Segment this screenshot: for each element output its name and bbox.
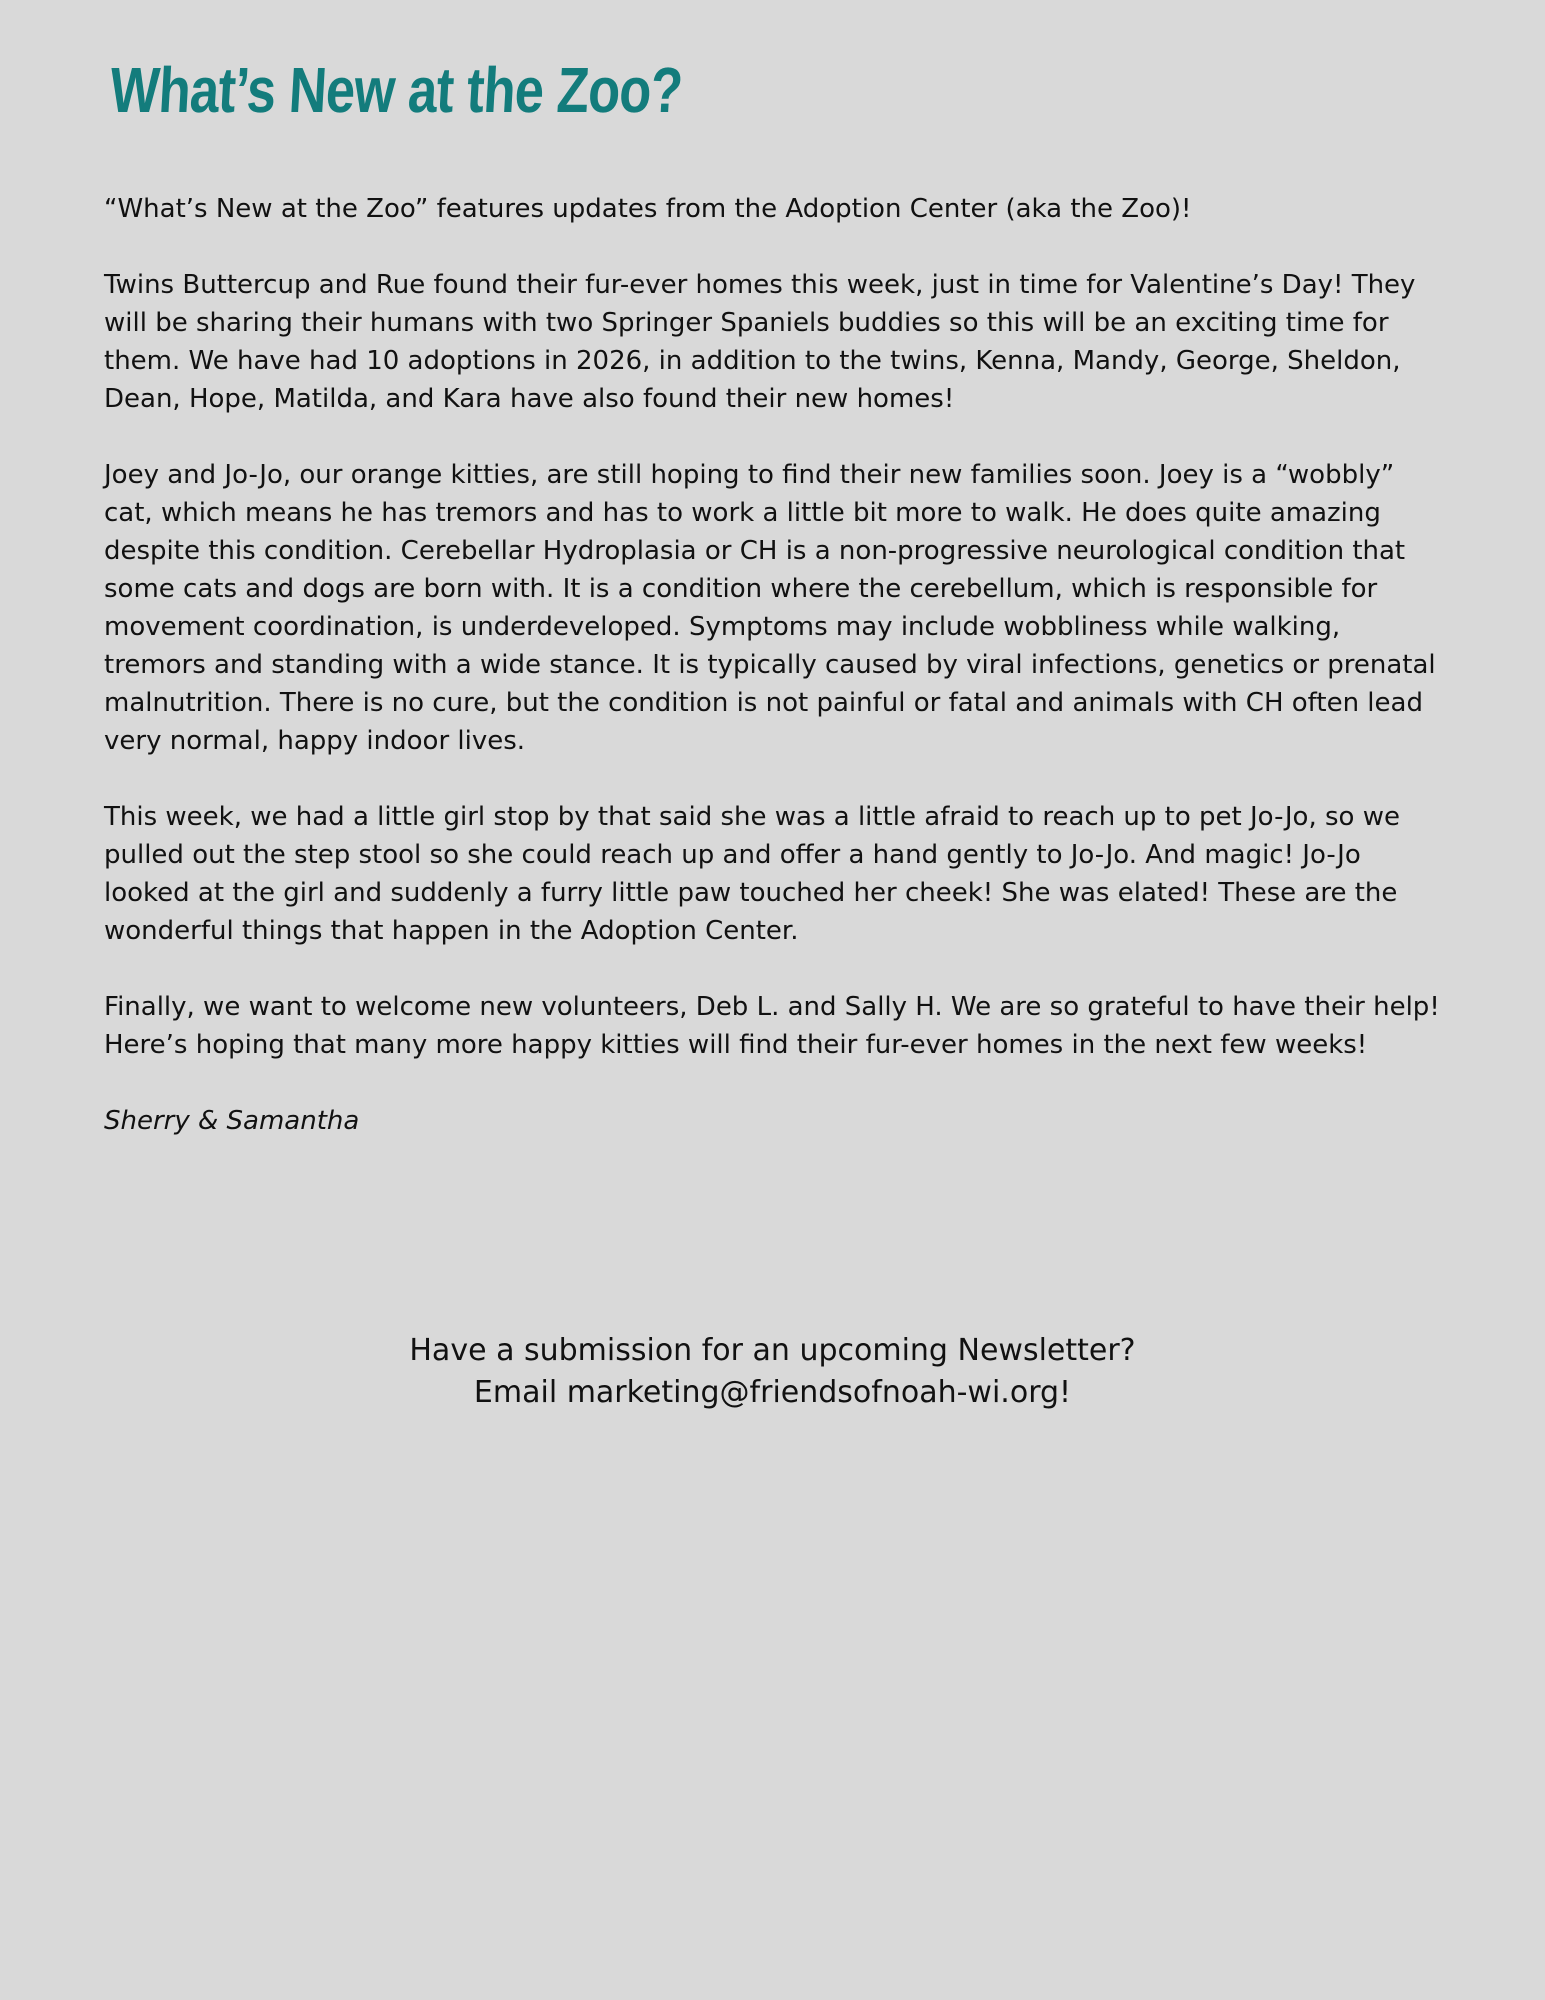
adoptions-paragraph: Twins Buttercup and Rue found their fur-ever homes this week, just in time for Valentine’s Day! They will be sharing their humans with two Springer Spaniels buddies so this will be an exciting time for them. We have had 10 adoptions in 2026, in addition to the twins, Kenna, Mandy, George, Sheldon, Dean, Hope, Matilda, and Kara have also found their new homes! [104,270,1416,414]
submission-footer [0,1330,1545,1414]
little-girl-paragraph: This week, we had a little girl stop by that said she was a little afraid to reach up to pet Jo-Jo, so we pulled out the step stool so she could reach up and offer a hand gently to Jo-Jo. And magic! Jo-Jo looked at the girl and suddenly a furry little paw touched her cheek! She was elated! These are the wonderful things that happen in the Adoption Center. [104,802,1400,946]
volunteers-paragraph: Finally, we want to welcome new volunteers, Deb L. and Sally H. We are so grateful to have their help! Here’s hoping that many more happy kitties will find their fur-ever homes in the next few weeks! [104,992,1440,1060]
submission-email: Email marketing@friendsofnoah-wi.org! [473,1375,1072,1410]
submission-prompt: Have a submission for an upcoming Newsletter? [409,1333,1136,1368]
signature: Sherry & Samantha [104,1106,360,1136]
joey-jojo-paragraph: Joey and Jo-Jo, our orange kitties, are still hoping to find their new families soon. Joey is a “wobbly” cat, which means he has tremors and has to work a little bit more to walk. He does quite amazing despite this condition. Cerebellar Hydroplasia or CH is a non-progressive neurological condition that some cats and dogs are born with. It is a condition where the cerebellum, which is responsible for movement coordination, is underdeveloped. Symptoms may include wobbliness while walking, tremors and standing with a wide stance. It is typically caused by viral infections, genetics or prenatal malnutrition. There is no cure, but the condition is not painful or fatal and animals with CH often lead very normal, happy indoor lives. [104,460,1436,756]
page-title: What’s New at the Zoo? [108,54,685,126]
intro-paragraph: “What’s New at the Zoo” features updates from the Adoption Center (aka the Zoo)! [104,194,1192,224]
article-body [104,190,1440,1178]
